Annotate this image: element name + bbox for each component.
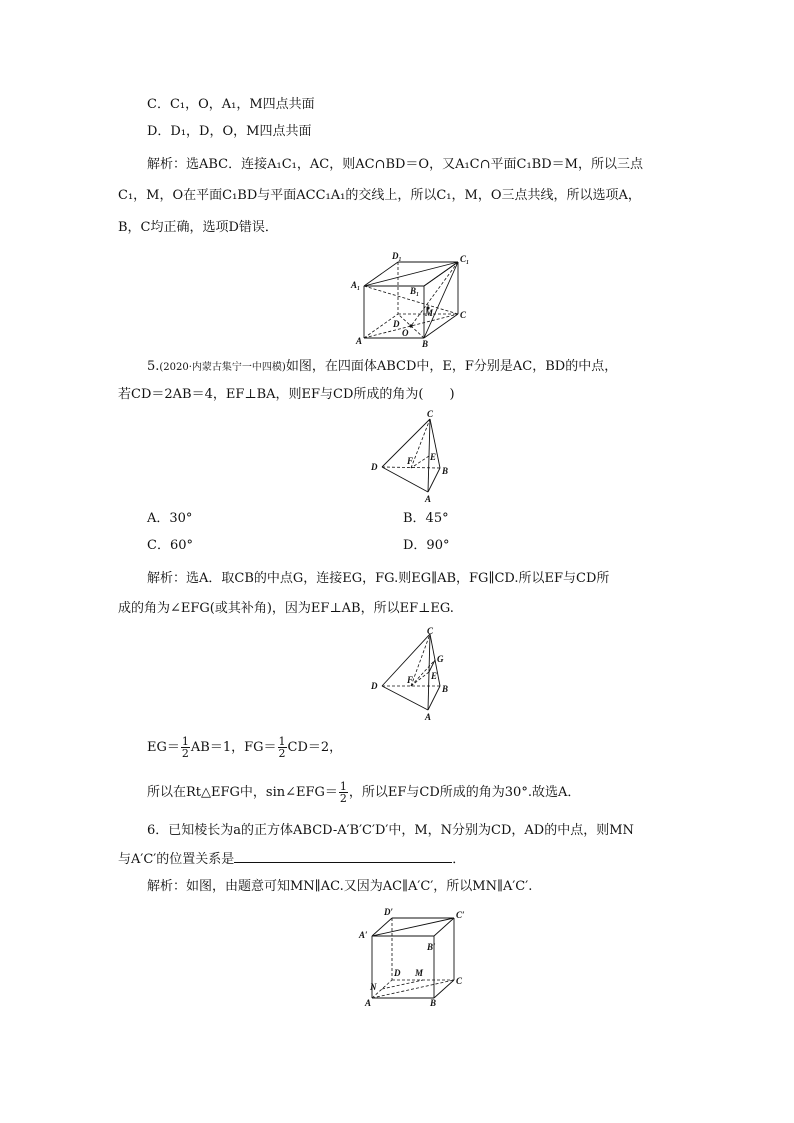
q5-tetrahedron-figure-2	[366, 626, 462, 722]
q5-stem-text1: 如图，在四面体ABCD中，E，F分别是AC，BD的中点，	[285, 359, 618, 374]
frac-den: 2	[181, 747, 189, 760]
label-b: B	[442, 466, 449, 476]
conclusion-pre: 所以在Rt△EFG中，sin∠EFG＝	[147, 785, 338, 800]
q6-stem-line2	[118, 850, 465, 869]
q5-equation-line	[147, 735, 342, 761]
q4-option-c: C．C₁，O，A₁，M四点共面	[147, 97, 315, 112]
label-a-prime: A′	[359, 930, 368, 940]
label-d: D	[394, 968, 401, 978]
frac-den: 2	[278, 747, 286, 760]
label-a: A	[356, 336, 363, 346]
q5-option-b: B．45°	[403, 511, 449, 526]
label-c: C	[427, 626, 434, 636]
label-c: C	[456, 976, 463, 986]
q5-source: (2020·内蒙古集宁一中四模)	[159, 362, 286, 373]
q4-option-d: D．D₁，D，O，M四点共面	[147, 124, 312, 139]
point-o	[409, 324, 412, 327]
label-d-prime: D′	[384, 907, 394, 917]
q5-option-a: A．30°	[147, 511, 193, 526]
q4-analysis-line1: 解析：选ABC．连接A₁C₁，AC，则AC∩BD＝O，又A₁C∩平面C₁BD＝M，所以三点	[147, 157, 643, 172]
label-d: D	[371, 681, 378, 691]
q6-analysis: 解析：如图，由题意可知MN∥AC.又因为AC∥A′C′，所以MN∥A′C′.	[147, 879, 533, 894]
q5-number: 5.	[147, 359, 160, 374]
frac-den: 2	[339, 792, 347, 805]
q5-stem-line1	[147, 358, 617, 377]
label-m: M	[425, 308, 434, 318]
q5-tetrahedron-figure	[366, 408, 462, 504]
label-e: E	[431, 671, 438, 681]
label-m: M	[415, 968, 424, 978]
answer-blank[interactable]	[234, 850, 452, 863]
label-e: E	[430, 452, 437, 462]
fraction-half	[339, 781, 348, 804]
eq-eg-rest: AB＝1，FG＝	[190, 740, 277, 755]
q4-analysis-line2: C₁，M，O在平面C₁BD与平面ACC₁A₁的交线上，所以C₁，M，O三点共线，所以选项A，	[118, 188, 641, 203]
q5-analysis-line2: 成的角为∠EFG(或其补角)，因为EF⊥AB，所以EF⊥EG.	[118, 601, 454, 616]
frac-num: 1	[278, 735, 286, 748]
q6-stem-line1: 6．已知棱长为a的正方体ABCD-A′B′C′D′中，M，N分别为CD，AD的中点，则MN	[147, 823, 634, 838]
label-b1: B₁	[410, 286, 420, 296]
label-b: B	[430, 998, 437, 1008]
eq-eg-lhs: EG＝	[147, 740, 180, 755]
label-f: F	[407, 675, 414, 685]
q4-analysis-line3: B，C均正确，选项D错误．	[118, 220, 278, 235]
label-f: F	[407, 456, 414, 466]
label-b: B	[442, 684, 449, 694]
label-b-prime: B′	[427, 942, 436, 952]
label-d1: D₁	[392, 251, 402, 261]
label-c: C	[427, 409, 434, 419]
label-a: A	[425, 494, 432, 504]
conclusion-post: ，所以EF与CD所成的角为30°.故选A．	[348, 785, 581, 800]
fraction-half	[181, 736, 190, 759]
frac-num: 1	[339, 780, 347, 793]
frac-num: 1	[181, 735, 189, 748]
label-n: N	[370, 982, 377, 992]
q6-stem-end: ．	[452, 852, 466, 867]
label-a: A	[365, 998, 372, 1008]
label-c-prime: C′	[456, 910, 465, 920]
q5-stem-line2: 若CD＝2AB＝4，EF⊥BA，则EF与CD所成的角为( )	[118, 387, 455, 402]
label-d: D	[371, 462, 378, 472]
q5-analysis-line1: 解析：选A．取CB的中点G，连接EG，FG.则EG∥AB，FG∥CD.所以EF与CD所	[147, 571, 610, 586]
q6-cube-figure	[358, 906, 468, 1008]
label-a: A	[425, 712, 432, 722]
label-b: B	[422, 339, 429, 348]
q5-option-d: D．90°	[403, 538, 450, 553]
label-o: O	[402, 328, 409, 338]
label-c: C	[460, 310, 467, 320]
q6-stem-text: 与A′C′的位置关系是	[118, 852, 235, 867]
eq-fg-rest: CD＝2，	[287, 740, 343, 755]
q4-cube-figure	[348, 248, 476, 348]
label-c1: C₁	[460, 254, 470, 264]
label-d: D	[393, 319, 400, 329]
q5-conclusion	[147, 780, 580, 806]
label-g: G	[437, 654, 444, 664]
fraction-half	[278, 736, 287, 759]
q5-option-c: C．60°	[147, 538, 193, 553]
label-a1: A₁	[351, 280, 361, 290]
